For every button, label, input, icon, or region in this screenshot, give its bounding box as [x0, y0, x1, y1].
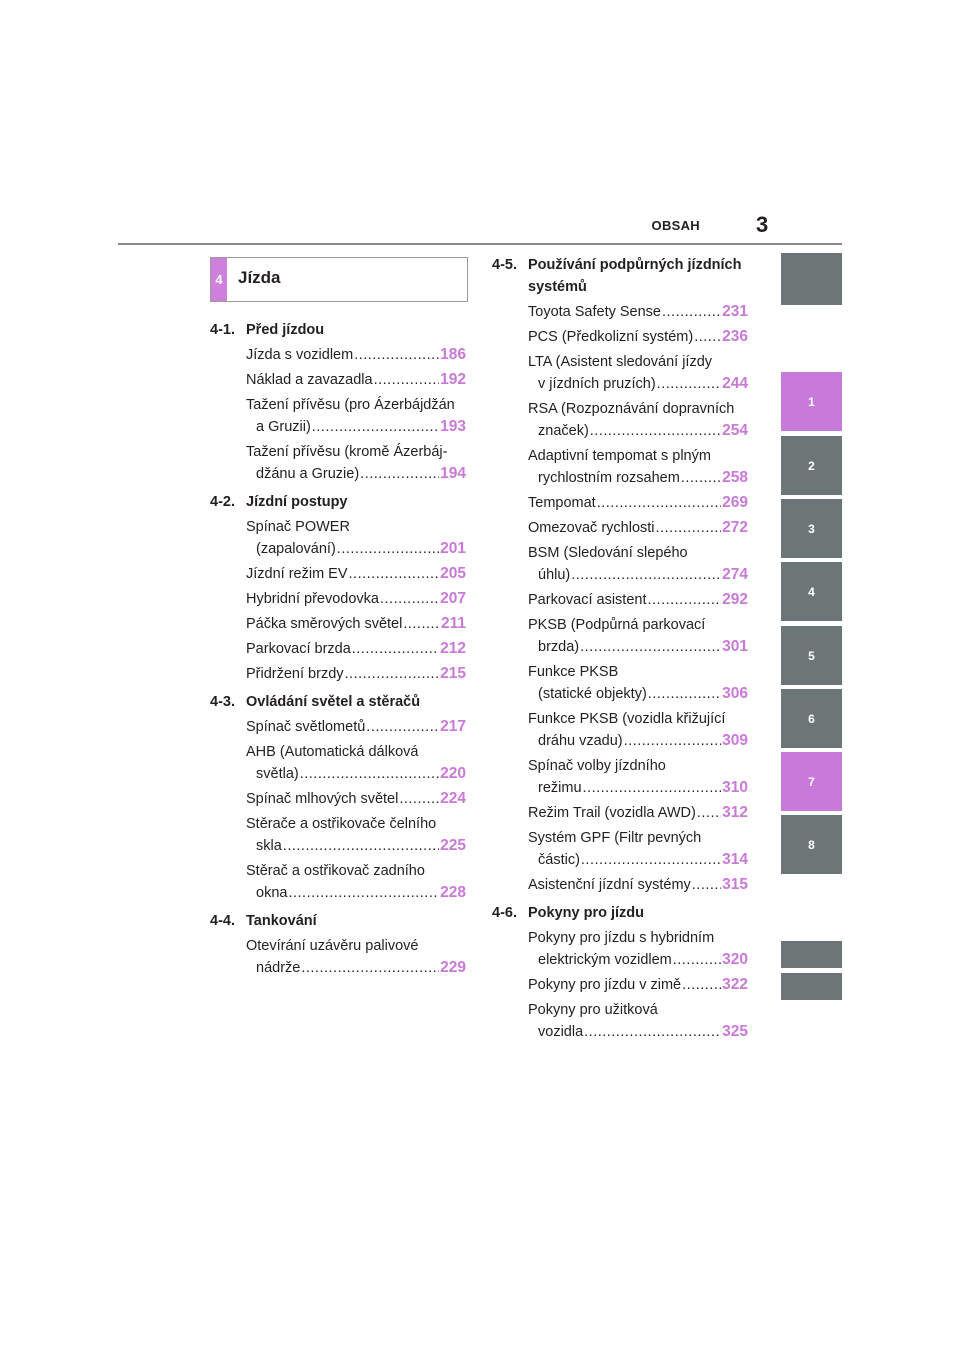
chapter-tab-4[interactable]: 4	[781, 562, 842, 621]
section-number-tab: 4	[211, 258, 227, 301]
toc-entry[interactable]	[492, 974, 748, 996]
toc-entry-text: (zapalování)	[256, 541, 336, 557]
toc-entry-text: brzda)	[538, 639, 580, 655]
chapter-tab-5[interactable]: 5	[781, 626, 842, 685]
toc-entry-line	[210, 741, 466, 763]
toc-entry-text: Systém GPF (Filtr pevných	[528, 830, 702, 846]
toc-page-link[interactable]: 211	[440, 615, 466, 632]
toc-entry-text: dráhu vzadu)	[538, 733, 623, 749]
toc-entry-text: Náklad a zavazadla	[246, 372, 373, 388]
toc-entry-text: AHB (Automatická dálková	[246, 744, 419, 760]
toc-entry-text: Spínač POWER	[246, 519, 350, 535]
dot-leader	[399, 788, 439, 810]
toc-entry-line	[210, 813, 466, 835]
toc-entry-text: režimu	[538, 780, 582, 796]
dot-leader	[697, 802, 721, 824]
toc-entry-line	[492, 708, 748, 730]
toc-entry-text: Tažení přívěsu (kromě Ázerbáj-	[246, 444, 448, 460]
toc-page-link[interactable]: 244	[722, 375, 748, 392]
toc-entry-text: Režim Trail (vozidla AWD)	[528, 805, 696, 821]
toc-entry-line	[210, 613, 466, 635]
toc-page-link[interactable]: 269	[722, 494, 748, 511]
toc-page-link[interactable]: 272	[722, 519, 748, 536]
toc-entry[interactable]	[492, 708, 748, 752]
dot-leader	[657, 373, 721, 395]
toc-entry-line	[210, 716, 466, 738]
toc-group	[210, 691, 466, 904]
toc-entry-text: (statické objekty)	[538, 686, 647, 702]
chapter-tab-6[interactable]: 6	[781, 689, 842, 748]
toc-entry-line	[492, 827, 748, 849]
toc-group-number: 4-5.	[492, 257, 517, 273]
toc-page-link[interactable]: 314	[722, 851, 748, 868]
toc-entry-line	[492, 1021, 748, 1043]
dot-leader	[300, 763, 439, 785]
toc-entry-text: Pokyny pro užitková	[528, 1002, 658, 1018]
toc-entry[interactable]	[492, 802, 748, 824]
dot-leader	[571, 564, 721, 586]
toc-group-number: 4-1.	[210, 322, 235, 338]
toc-entry-text: skla	[256, 838, 282, 854]
toc-entry-line	[210, 344, 466, 366]
toc-group-title: Používání podpůrných jízdních	[528, 257, 742, 273]
toc-group-title: Před jízdou	[246, 322, 325, 338]
dot-leader	[682, 974, 721, 996]
toc-entry-text: Jízda s vozidlem	[246, 347, 354, 363]
chapter-tab-blank[interactable]	[781, 973, 842, 1000]
toc-entry-line	[210, 394, 466, 416]
chapter-tab-blank[interactable]	[781, 253, 842, 305]
toc-page-link[interactable]: 301	[722, 638, 748, 655]
toc-page-link[interactable]: 220	[440, 765, 466, 782]
header-rule	[118, 243, 842, 245]
toc-entry-line	[210, 882, 466, 904]
toc-page-link[interactable]: 186	[440, 346, 466, 363]
toc-entry[interactable]	[210, 516, 466, 560]
toc-entry-text: Parkovací asistent	[528, 592, 647, 608]
toc-entry[interactable]	[210, 394, 466, 438]
dot-leader	[692, 874, 721, 896]
header-title: OBSAH	[651, 218, 700, 233]
toc-page-link[interactable]: 193	[440, 418, 466, 435]
toc-entry-line	[492, 589, 748, 611]
toc-entry-text: BSM (Sledování slepého	[528, 545, 688, 561]
toc-group-heading	[210, 491, 466, 513]
dot-leader	[597, 492, 721, 514]
dot-leader	[312, 416, 439, 438]
toc-entry-text: vozidla	[538, 1024, 584, 1040]
toc-group-title: Pokyny pro jízdu	[528, 905, 645, 921]
toc-entry[interactable]	[492, 351, 748, 395]
chapter-tab-3[interactable]: 3	[781, 499, 842, 558]
toc-group-number: 4-2.	[210, 494, 235, 510]
toc-entry-text: světla)	[256, 766, 299, 782]
toc-page-link[interactable]: 207	[440, 590, 466, 607]
toc-entry-text: Přidržení brzdy	[246, 666, 344, 682]
toc-entry-text: Parkovací brzda	[246, 641, 351, 657]
toc-entry[interactable]	[492, 492, 748, 514]
toc-entry[interactable]	[210, 813, 466, 857]
dot-leader	[581, 849, 721, 871]
toc-entry-text: Tažení přívěsu (pro Ázerbájdžán	[246, 397, 455, 413]
chapter-tab-8[interactable]: 8	[781, 815, 842, 874]
toc-group-number: 4-4.	[210, 913, 235, 929]
dot-leader	[288, 882, 439, 904]
toc-entry-line	[492, 683, 748, 705]
toc-page-link[interactable]: 315	[722, 876, 748, 893]
dot-leader	[352, 638, 439, 660]
toc-entry-line	[492, 999, 748, 1021]
toc-entry-line	[210, 563, 466, 585]
toc-page-link[interactable]: 205	[440, 565, 466, 582]
toc-entry-line	[492, 777, 748, 799]
page-number: 3	[756, 212, 769, 237]
toc-entry-line	[492, 661, 748, 683]
toc-entry-line	[492, 301, 748, 323]
toc-group-title: systémů	[528, 279, 587, 295]
toc-entry-text: Stěrač a ostřikovač zadního	[246, 863, 425, 879]
chapter-tab-1[interactable]: 1	[781, 372, 842, 431]
toc-entry-line	[492, 614, 748, 636]
toc-entry-line	[210, 663, 466, 685]
toc-entry-line	[492, 351, 748, 373]
toc-entry-text: Asistenční jízdní systémy	[528, 877, 691, 893]
toc-entry-text: Jízdní režim EV	[246, 566, 348, 582]
toc-page-link[interactable]: 229	[440, 959, 466, 976]
toc-page-link[interactable]: 236	[722, 328, 748, 345]
toc-column-left	[210, 319, 466, 985]
dot-leader	[583, 777, 722, 799]
toc-group	[210, 319, 466, 485]
toc-group-number: 4-6.	[492, 905, 517, 921]
toc-entry-line	[210, 416, 466, 438]
toc-entry[interactable]	[210, 613, 466, 635]
toc-entry-line	[492, 564, 748, 586]
toc-group	[492, 902, 748, 1043]
toc-page-link[interactable]: 224	[440, 790, 466, 807]
toc-entry[interactable]	[492, 542, 748, 586]
toc-entry-text: PKSB (Podpůrná parkovací	[528, 617, 706, 633]
toc-page-link[interactable]: 325	[722, 1023, 748, 1040]
toc-page-link[interactable]: 312	[722, 804, 748, 821]
dot-leader	[301, 957, 439, 979]
dot-leader	[380, 588, 439, 610]
toc-entry-line	[492, 398, 748, 420]
toc-entry[interactable]	[492, 999, 748, 1043]
toc-entry-text: značek)	[538, 423, 589, 439]
dot-leader	[590, 420, 721, 442]
toc-group-heading	[492, 902, 748, 924]
toc-entry-text: PCS (Předkolizní systém)	[528, 329, 694, 345]
toc-entry[interactable]	[492, 874, 748, 896]
toc-entry-text: v jízdních pruzích)	[538, 376, 656, 392]
section-title: Jízda	[238, 268, 281, 287]
toc-entry-line	[492, 802, 748, 824]
toc-entry-text: Adaptivní tempomat s plným	[528, 448, 711, 464]
toc-entry-line	[492, 445, 748, 467]
toc-entry-line	[210, 763, 466, 785]
toc-entry-line	[492, 730, 748, 752]
toc-entry-text: džánu a Gruzie)	[256, 466, 360, 482]
toc-page-link[interactable]: 217	[440, 718, 466, 735]
dot-leader	[681, 467, 721, 489]
toc-entry-line	[492, 974, 748, 996]
toc-entry-line	[492, 542, 748, 564]
toc-entry-line	[492, 326, 748, 348]
dot-leader	[283, 835, 439, 857]
toc-page-link[interactable]: 310	[722, 779, 748, 796]
toc-entry[interactable]	[210, 441, 466, 485]
toc-entry-text: Páčka směrových světel	[246, 616, 403, 632]
toc-entry[interactable]	[492, 661, 748, 705]
dot-leader	[624, 730, 721, 752]
chapter-tab-7[interactable]: 7	[781, 752, 842, 811]
toc-group-heading	[210, 910, 466, 932]
toc-entry-text: RSA (Rozpoznávání dopravních	[528, 401, 735, 417]
toc-entry-text: Pokyny pro jízdu s hybridním	[528, 930, 715, 946]
dot-leader	[584, 1021, 721, 1043]
dot-leader	[366, 716, 439, 738]
toc-page-link[interactable]: 231	[722, 303, 748, 320]
toc-page-link[interactable]: 228	[440, 884, 466, 901]
toc-entry-text: Funkce PKSB	[528, 664, 619, 680]
dot-leader	[673, 949, 721, 971]
toc-page-link[interactable]: 225	[440, 837, 466, 854]
toc-entry[interactable]	[210, 344, 466, 366]
toc-entry-line	[210, 835, 466, 857]
toc-entry[interactable]	[492, 589, 748, 611]
dot-leader	[345, 663, 440, 685]
toc-page-link[interactable]: 194	[440, 465, 466, 482]
toc-entry-line	[210, 516, 466, 538]
toc-entry-line	[210, 957, 466, 979]
toc-entry-line	[210, 463, 466, 485]
toc-entry[interactable]	[210, 860, 466, 904]
toc-entry[interactable]	[492, 326, 748, 348]
toc-page-link[interactable]: 274	[722, 566, 748, 583]
toc-entry-line	[492, 949, 748, 971]
toc-entry[interactable]	[492, 827, 748, 871]
toc-group-heading	[492, 254, 748, 298]
toc-entry-line	[210, 638, 466, 660]
toc-entry[interactable]	[210, 588, 466, 610]
toc-entry-text: Stěrače a ostřikovače čelního	[246, 816, 437, 832]
toc-entry-line	[492, 927, 748, 949]
toc-entry-text: Spínač volby jízdního	[528, 758, 666, 774]
toc-entry-text: Toyota Safety Sense	[528, 304, 661, 320]
toc-entry-line	[492, 492, 748, 514]
toc-entry-text: Pokyny pro jízdu v zimě	[528, 977, 682, 993]
chapter-tab-2[interactable]: 2	[781, 436, 842, 495]
dot-leader	[647, 589, 721, 611]
toc-entry[interactable]	[492, 517, 748, 539]
toc-entry-text: a Gruzii)	[256, 419, 311, 435]
toc-page-link[interactable]: 306	[722, 685, 748, 702]
toc-group-heading	[210, 691, 466, 713]
toc-group-heading	[210, 319, 466, 341]
toc-entry-line	[210, 788, 466, 810]
dot-leader	[403, 613, 440, 635]
toc-entry[interactable]	[210, 369, 466, 391]
toc-page-link[interactable]: 201	[440, 540, 466, 557]
toc-entry-text: Hybridní převodovka	[246, 591, 379, 607]
toc-page-link[interactable]: 192	[440, 371, 466, 388]
toc-entry-text: částic)	[538, 852, 580, 868]
dot-leader	[694, 326, 721, 348]
toc-entry-line	[492, 373, 748, 395]
dot-leader	[662, 301, 721, 323]
toc-entry-text: Otevírání uzávěru palivové	[246, 938, 419, 954]
dot-leader	[349, 563, 440, 585]
toc-group-title: Ovládání světel a stěračů	[246, 694, 421, 710]
dot-leader	[648, 683, 721, 705]
toc-entry[interactable]	[492, 445, 748, 489]
toc-entry-line	[492, 874, 748, 896]
toc-group-title: Jízdní postupy	[246, 494, 348, 510]
toc-entry-text: úhlu)	[538, 567, 571, 583]
toc-entry-line	[210, 538, 466, 560]
chapter-tab-blank[interactable]	[781, 941, 842, 968]
toc-entry[interactable]	[210, 638, 466, 660]
toc-entry-line	[492, 517, 748, 539]
toc-entry-line	[210, 935, 466, 957]
toc-entry[interactable]	[210, 935, 466, 979]
toc-entry-text: elektrickým vozidlem	[538, 952, 672, 968]
toc-column-right	[492, 254, 748, 1049]
toc-group	[210, 910, 466, 979]
dot-leader	[354, 344, 439, 366]
toc-page-link[interactable]: 322	[722, 976, 748, 993]
toc-entry-line	[210, 588, 466, 610]
toc-entry-line	[492, 755, 748, 777]
toc-group	[492, 254, 748, 896]
toc-entry[interactable]	[210, 716, 466, 738]
toc-entry[interactable]	[210, 741, 466, 785]
toc-entry-line	[492, 420, 748, 442]
dot-leader	[360, 463, 439, 485]
toc-entry-text: Omezovač rychlosti	[528, 520, 655, 536]
section-heading	[210, 257, 468, 302]
toc-entry[interactable]	[210, 663, 466, 685]
toc-entry-text: nádrže	[256, 960, 301, 976]
toc-entry[interactable]	[492, 614, 748, 658]
toc-group-title: Tankování	[246, 913, 317, 929]
toc-entry-text: Tempomat	[528, 495, 596, 511]
toc-group-number: 4-3.	[210, 694, 235, 710]
toc-entry-line	[492, 467, 748, 489]
toc-entry-line	[492, 636, 748, 658]
dot-leader	[337, 538, 439, 560]
dot-leader	[374, 369, 440, 391]
dot-leader	[656, 517, 722, 539]
toc-entry-text: Spínač světlometů	[246, 719, 366, 735]
toc-page-link[interactable]: 254	[722, 422, 748, 439]
toc-page-link[interactable]: 320	[722, 951, 748, 968]
toc-entry-line	[210, 860, 466, 882]
toc-entry-text: Funkce PKSB (vozidla křižující	[528, 711, 726, 727]
toc-entry-text: rychlostním rozsahem	[538, 470, 680, 486]
dot-leader	[580, 636, 721, 658]
toc-entry-text: LTA (Asistent sledování jízdy	[528, 354, 713, 370]
toc-entry-text: Spínač mlhových světel	[246, 791, 399, 807]
toc-entry[interactable]	[210, 563, 466, 585]
toc-entry-line	[210, 369, 466, 391]
toc-page-link[interactable]: 292	[722, 591, 748, 608]
toc-entry[interactable]	[492, 301, 748, 323]
toc-page-link[interactable]: 309	[722, 732, 748, 749]
toc-group	[210, 491, 466, 685]
toc-page-link[interactable]: 212	[440, 640, 466, 657]
toc-entry[interactable]	[492, 755, 748, 799]
toc-entry-line	[492, 849, 748, 871]
toc-entry-line	[210, 441, 466, 463]
toc-entry[interactable]	[492, 927, 748, 971]
toc-page-link[interactable]: 258	[722, 469, 748, 486]
toc-entry[interactable]	[492, 398, 748, 442]
toc-entry-text: okna	[256, 885, 288, 901]
toc-entry[interactable]	[210, 788, 466, 810]
toc-page-link[interactable]: 215	[440, 665, 466, 682]
